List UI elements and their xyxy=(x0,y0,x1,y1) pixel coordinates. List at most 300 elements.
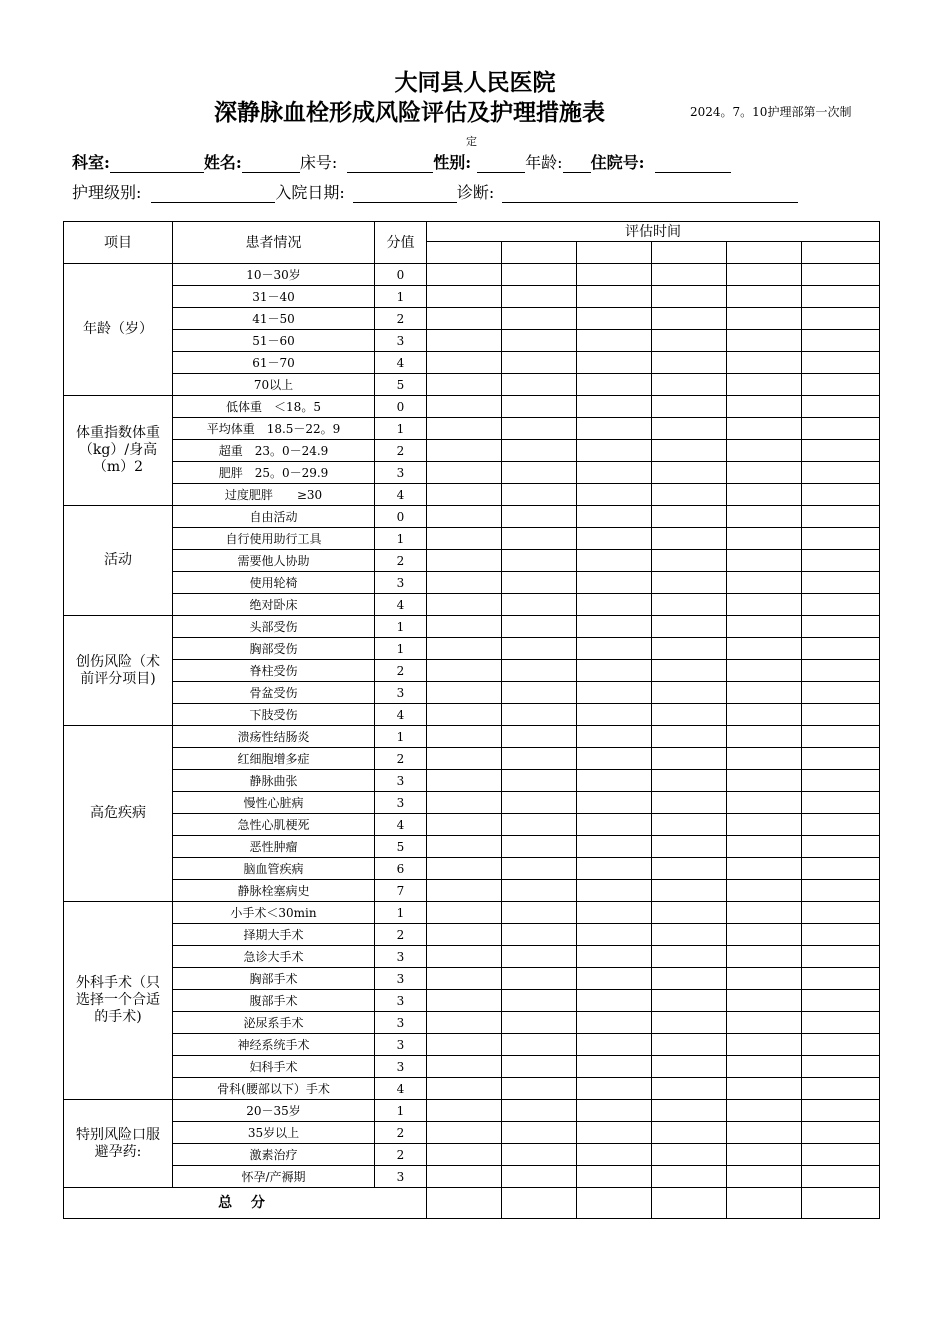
eval-cell[interactable] xyxy=(577,484,652,506)
eval-cell[interactable] xyxy=(577,902,652,924)
eval-cell[interactable] xyxy=(802,748,880,770)
total-score-cell[interactable] xyxy=(727,1188,802,1219)
eval-time-cell[interactable] xyxy=(577,242,652,264)
eval-cell[interactable] xyxy=(427,572,502,594)
eval-cell[interactable] xyxy=(802,506,880,528)
eval-cell[interactable] xyxy=(577,572,652,594)
eval-cell[interactable] xyxy=(652,506,727,528)
eval-cell[interactable] xyxy=(727,814,802,836)
eval-cell[interactable] xyxy=(727,330,802,352)
eval-cell[interactable] xyxy=(502,528,577,550)
admit-date-label: 入院日期: xyxy=(275,183,345,202)
eval-cell[interactable] xyxy=(727,792,802,814)
eval-cell[interactable] xyxy=(652,880,727,902)
dept-field[interactable] xyxy=(110,155,204,173)
eval-cell[interactable] xyxy=(577,1166,652,1188)
eval-cell[interactable] xyxy=(802,418,880,440)
eval-cell[interactable] xyxy=(652,726,727,748)
eval-cell[interactable] xyxy=(802,990,880,1012)
eval-cell[interactable] xyxy=(802,968,880,990)
eval-cell[interactable] xyxy=(727,726,802,748)
eval-cell[interactable] xyxy=(727,902,802,924)
eval-cell[interactable] xyxy=(802,682,880,704)
eval-cell[interactable] xyxy=(652,946,727,968)
score-cell: 0 xyxy=(375,506,427,528)
condition-cell: 61－70 xyxy=(173,352,375,374)
eval-cell[interactable] xyxy=(802,462,880,484)
table-row xyxy=(64,374,880,396)
eval-cell[interactable] xyxy=(427,1078,502,1100)
eval-cell[interactable] xyxy=(577,352,652,374)
eval-cell[interactable] xyxy=(577,440,652,462)
eval-cell[interactable] xyxy=(502,1012,577,1034)
eval-cell[interactable] xyxy=(727,682,802,704)
eval-time-cell[interactable] xyxy=(727,242,802,264)
eval-cell[interactable] xyxy=(427,506,502,528)
total-score-cell[interactable] xyxy=(652,1188,727,1219)
eval-cell[interactable] xyxy=(427,1100,502,1122)
eval-cell[interactable] xyxy=(577,1078,652,1100)
eval-cell[interactable] xyxy=(652,1144,727,1166)
eval-cell[interactable] xyxy=(652,352,727,374)
eval-cell[interactable] xyxy=(802,1144,880,1166)
eval-cell[interactable] xyxy=(727,1034,802,1056)
header-condition: 患者情况 xyxy=(173,222,375,264)
eval-cell[interactable] xyxy=(502,1100,577,1122)
eval-cell[interactable] xyxy=(802,946,880,968)
eval-cell[interactable] xyxy=(427,616,502,638)
eval-cell[interactable] xyxy=(802,1078,880,1100)
eval-cell[interactable] xyxy=(427,484,502,506)
eval-cell[interactable] xyxy=(502,506,577,528)
eval-cell[interactable] xyxy=(802,792,880,814)
score-cell: 4 xyxy=(375,352,427,374)
eval-cell[interactable] xyxy=(652,770,727,792)
eval-cell[interactable] xyxy=(727,550,802,572)
eval-cell[interactable] xyxy=(502,638,577,660)
eval-cell[interactable] xyxy=(502,726,577,748)
eval-cell[interactable] xyxy=(727,506,802,528)
eval-cell[interactable] xyxy=(727,1056,802,1078)
eval-cell[interactable] xyxy=(577,616,652,638)
eval-cell[interactable] xyxy=(427,880,502,902)
eval-cell[interactable] xyxy=(652,1122,727,1144)
age-field[interactable] xyxy=(563,155,591,173)
eval-cell[interactable] xyxy=(727,308,802,330)
eval-cell[interactable] xyxy=(802,858,880,880)
eval-cell[interactable] xyxy=(802,616,880,638)
eval-cell[interactable] xyxy=(502,550,577,572)
condition-cell: 静脉栓塞病史 xyxy=(173,880,375,902)
eval-cell[interactable] xyxy=(502,1166,577,1188)
group-label: 活动 xyxy=(64,506,173,616)
sex-field[interactable] xyxy=(477,155,525,173)
eval-cell[interactable] xyxy=(802,1166,880,1188)
eval-cell[interactable] xyxy=(652,902,727,924)
score-cell: 3 xyxy=(375,462,427,484)
eval-cell[interactable] xyxy=(652,814,727,836)
eval-cell[interactable] xyxy=(502,990,577,1012)
eval-cell[interactable] xyxy=(427,528,502,550)
eval-cell[interactable] xyxy=(802,1034,880,1056)
eval-cell[interactable] xyxy=(427,550,502,572)
eval-cell[interactable] xyxy=(502,770,577,792)
eval-cell[interactable] xyxy=(652,836,727,858)
eval-cell[interactable] xyxy=(577,968,652,990)
name-field[interactable] xyxy=(242,155,300,173)
eval-cell[interactable] xyxy=(502,858,577,880)
care-level-field[interactable] xyxy=(151,185,275,203)
eval-cell[interactable] xyxy=(502,1034,577,1056)
patient-info-row-1 xyxy=(72,150,731,173)
eval-cell[interactable] xyxy=(652,792,727,814)
eval-cell[interactable] xyxy=(502,572,577,594)
eval-cell[interactable] xyxy=(427,440,502,462)
eval-cell[interactable] xyxy=(727,638,802,660)
table-row xyxy=(64,396,880,418)
eval-cell[interactable] xyxy=(652,550,727,572)
eval-cell[interactable] xyxy=(502,792,577,814)
eval-cell[interactable] xyxy=(802,264,880,286)
eval-cell[interactable] xyxy=(577,638,652,660)
eval-cell[interactable] xyxy=(727,1012,802,1034)
score-cell: 3 xyxy=(375,946,427,968)
eval-cell[interactable] xyxy=(427,682,502,704)
eval-cell[interactable] xyxy=(652,990,727,1012)
eval-cell[interactable] xyxy=(802,286,880,308)
eval-cell[interactable] xyxy=(727,946,802,968)
eval-cell[interactable] xyxy=(427,968,502,990)
eval-cell[interactable] xyxy=(502,616,577,638)
eval-cell[interactable] xyxy=(427,1034,502,1056)
eval-cell[interactable] xyxy=(802,836,880,858)
eval-cell[interactable] xyxy=(502,968,577,990)
eval-cell[interactable] xyxy=(652,858,727,880)
eval-cell[interactable] xyxy=(502,704,577,726)
eval-cell[interactable] xyxy=(502,286,577,308)
eval-cell[interactable] xyxy=(652,1034,727,1056)
eval-cell[interactable] xyxy=(427,638,502,660)
eval-cell[interactable] xyxy=(652,682,727,704)
eval-cell[interactable] xyxy=(652,528,727,550)
eval-cell[interactable] xyxy=(502,352,577,374)
eval-cell[interactable] xyxy=(727,770,802,792)
eval-cell[interactable] xyxy=(727,1100,802,1122)
eval-cell[interactable] xyxy=(502,462,577,484)
eval-cell[interactable] xyxy=(427,352,502,374)
eval-cell[interactable] xyxy=(577,814,652,836)
eval-cell[interactable] xyxy=(802,880,880,902)
eval-cell[interactable] xyxy=(502,440,577,462)
eval-cell[interactable] xyxy=(727,660,802,682)
eval-cell[interactable] xyxy=(577,792,652,814)
eval-cell[interactable] xyxy=(427,1144,502,1166)
eval-cell[interactable] xyxy=(652,704,727,726)
eval-cell[interactable] xyxy=(577,1144,652,1166)
eval-cell[interactable] xyxy=(727,990,802,1012)
eval-cell[interactable] xyxy=(652,638,727,660)
eval-cell[interactable] xyxy=(727,572,802,594)
eval-cell[interactable] xyxy=(652,396,727,418)
eval-cell[interactable] xyxy=(652,1100,727,1122)
eval-cell[interactable] xyxy=(577,1012,652,1034)
bed-field[interactable] xyxy=(347,155,433,173)
eval-cell[interactable] xyxy=(802,1012,880,1034)
score-cell: 1 xyxy=(375,286,427,308)
eval-cell[interactable] xyxy=(652,418,727,440)
eval-cell[interactable] xyxy=(502,594,577,616)
eval-cell[interactable] xyxy=(502,836,577,858)
eval-cell[interactable] xyxy=(802,660,880,682)
eval-cell[interactable] xyxy=(427,726,502,748)
eval-cell[interactable] xyxy=(727,418,802,440)
eval-cell[interactable] xyxy=(577,682,652,704)
eval-cell[interactable] xyxy=(502,924,577,946)
eval-cell[interactable] xyxy=(652,440,727,462)
eval-cell[interactable] xyxy=(652,1012,727,1034)
diagnosis-field[interactable] xyxy=(502,185,798,203)
eval-cell[interactable] xyxy=(427,374,502,396)
eval-cell[interactable] xyxy=(652,264,727,286)
eval-cell[interactable] xyxy=(577,1056,652,1078)
eval-cell[interactable] xyxy=(502,264,577,286)
total-score-cell[interactable] xyxy=(502,1188,577,1219)
eval-cell[interactable] xyxy=(652,484,727,506)
eval-cell[interactable] xyxy=(427,462,502,484)
eval-cell[interactable] xyxy=(727,1078,802,1100)
eval-cell[interactable] xyxy=(727,352,802,374)
eval-cell[interactable] xyxy=(802,308,880,330)
eval-cell[interactable] xyxy=(652,1078,727,1100)
eval-cell[interactable] xyxy=(727,440,802,462)
eval-cell[interactable] xyxy=(802,770,880,792)
eval-cell[interactable] xyxy=(727,1166,802,1188)
eval-cell[interactable] xyxy=(727,968,802,990)
eval-cell[interactable] xyxy=(577,924,652,946)
eval-cell[interactable] xyxy=(427,814,502,836)
eval-cell[interactable] xyxy=(577,550,652,572)
eval-cell[interactable] xyxy=(802,572,880,594)
eval-cell[interactable] xyxy=(427,308,502,330)
total-score-cell[interactable] xyxy=(427,1188,502,1219)
eval-cell[interactable] xyxy=(652,462,727,484)
eval-cell[interactable] xyxy=(577,264,652,286)
eval-cell[interactable] xyxy=(577,1034,652,1056)
eval-cell[interactable] xyxy=(802,330,880,352)
eval-cell[interactable] xyxy=(802,726,880,748)
group-label: 特别风险口服避孕药: xyxy=(64,1100,173,1188)
eval-cell[interactable] xyxy=(502,418,577,440)
eval-cell[interactable] xyxy=(427,286,502,308)
eval-cell[interactable] xyxy=(727,704,802,726)
eval-cell[interactable] xyxy=(577,660,652,682)
eval-cell[interactable] xyxy=(727,374,802,396)
eval-cell[interactable] xyxy=(502,660,577,682)
eval-cell[interactable] xyxy=(577,946,652,968)
eval-cell[interactable] xyxy=(577,770,652,792)
eval-cell[interactable] xyxy=(802,396,880,418)
eval-cell[interactable] xyxy=(502,1122,577,1144)
eval-cell[interactable] xyxy=(802,550,880,572)
condition-cell: 腹部手术 xyxy=(173,990,375,1012)
eval-cell[interactable] xyxy=(652,1166,727,1188)
eval-cell[interactable] xyxy=(577,726,652,748)
score-cell: 5 xyxy=(375,374,427,396)
eval-cell[interactable] xyxy=(652,616,727,638)
eval-cell[interactable] xyxy=(577,748,652,770)
eval-cell[interactable] xyxy=(802,704,880,726)
eval-cell[interactable] xyxy=(802,1100,880,1122)
eval-cell[interactable] xyxy=(652,1056,727,1078)
eval-cell[interactable] xyxy=(577,836,652,858)
eval-cell[interactable] xyxy=(727,748,802,770)
eval-cell[interactable] xyxy=(502,880,577,902)
eval-cell[interactable] xyxy=(652,748,727,770)
eval-cell[interactable] xyxy=(427,1122,502,1144)
eval-cell[interactable] xyxy=(502,308,577,330)
eval-cell[interactable] xyxy=(577,1122,652,1144)
eval-cell[interactable] xyxy=(802,440,880,462)
eval-cell[interactable] xyxy=(727,858,802,880)
eval-cell[interactable] xyxy=(502,946,577,968)
eval-cell[interactable] xyxy=(577,308,652,330)
eval-cell[interactable] xyxy=(802,594,880,616)
eval-time-cell[interactable] xyxy=(652,242,727,264)
eval-cell[interactable] xyxy=(427,858,502,880)
eval-cell[interactable] xyxy=(802,374,880,396)
assessment-table xyxy=(63,221,880,1219)
eval-cell[interactable] xyxy=(727,264,802,286)
eval-cell[interactable] xyxy=(502,814,577,836)
eval-cell[interactable] xyxy=(802,924,880,946)
eval-cell[interactable] xyxy=(427,704,502,726)
eval-cell[interactable] xyxy=(577,594,652,616)
eval-cell[interactable] xyxy=(577,704,652,726)
eval-cell[interactable] xyxy=(802,484,880,506)
group-label: 外科手术（只选择一个合适的手术) xyxy=(64,902,173,1100)
eval-cell[interactable] xyxy=(502,330,577,352)
eval-cell[interactable] xyxy=(577,374,652,396)
eval-cell[interactable] xyxy=(502,1078,577,1100)
score-cell: 4 xyxy=(375,594,427,616)
admission-no-field[interactable] xyxy=(655,155,731,173)
eval-cell[interactable] xyxy=(652,594,727,616)
eval-cell[interactable] xyxy=(652,924,727,946)
eval-cell[interactable] xyxy=(652,308,727,330)
eval-cell[interactable] xyxy=(652,572,727,594)
group-label: 创伤风险（术前评分项目) xyxy=(64,616,173,726)
total-score-cell[interactable] xyxy=(802,1188,880,1219)
eval-cell[interactable] xyxy=(427,924,502,946)
table-row xyxy=(64,528,880,550)
table-row xyxy=(64,946,880,968)
eval-cell[interactable] xyxy=(427,1012,502,1034)
eval-cell[interactable] xyxy=(502,682,577,704)
eval-cell[interactable] xyxy=(727,1122,802,1144)
eval-cell[interactable] xyxy=(727,594,802,616)
eval-cell[interactable] xyxy=(577,880,652,902)
eval-cell[interactable] xyxy=(802,352,880,374)
eval-cell[interactable] xyxy=(427,792,502,814)
eval-cell[interactable] xyxy=(577,396,652,418)
eval-cell[interactable] xyxy=(727,462,802,484)
eval-cell[interactable] xyxy=(802,814,880,836)
eval-cell[interactable] xyxy=(427,594,502,616)
eval-cell[interactable] xyxy=(577,990,652,1012)
eval-cell[interactable] xyxy=(577,1100,652,1122)
table-row xyxy=(64,1166,880,1188)
eval-cell[interactable] xyxy=(427,264,502,286)
eval-cell[interactable] xyxy=(577,286,652,308)
eval-cell[interactable] xyxy=(502,902,577,924)
eval-cell[interactable] xyxy=(502,1144,577,1166)
eval-cell[interactable] xyxy=(727,1144,802,1166)
eval-time-cell[interactable] xyxy=(802,242,880,264)
eval-cell[interactable] xyxy=(727,616,802,638)
eval-cell[interactable] xyxy=(427,418,502,440)
eval-cell[interactable] xyxy=(427,990,502,1012)
eval-cell[interactable] xyxy=(427,946,502,968)
eval-cell[interactable] xyxy=(577,506,652,528)
eval-cell[interactable] xyxy=(427,396,502,418)
eval-cell[interactable] xyxy=(802,902,880,924)
eval-cell[interactable] xyxy=(727,880,802,902)
eval-cell[interactable] xyxy=(427,330,502,352)
total-score-cell[interactable] xyxy=(577,1188,652,1219)
eval-cell[interactable] xyxy=(577,528,652,550)
eval-cell[interactable] xyxy=(577,462,652,484)
eval-cell[interactable] xyxy=(577,418,652,440)
hospital-name: 大同县人民医院 xyxy=(394,69,556,96)
eval-cell[interactable] xyxy=(502,1056,577,1078)
eval-cell[interactable] xyxy=(652,286,727,308)
eval-cell[interactable] xyxy=(727,286,802,308)
eval-cell[interactable] xyxy=(652,660,727,682)
eval-cell[interactable] xyxy=(427,1166,502,1188)
eval-cell[interactable] xyxy=(652,330,727,352)
eval-time-cell[interactable] xyxy=(427,242,502,264)
eval-cell[interactable] xyxy=(652,968,727,990)
eval-cell[interactable] xyxy=(427,1056,502,1078)
eval-cell[interactable] xyxy=(502,396,577,418)
admit-date-field[interactable] xyxy=(353,185,457,203)
eval-cell[interactable] xyxy=(427,770,502,792)
eval-cell[interactable] xyxy=(727,484,802,506)
eval-cell[interactable] xyxy=(427,748,502,770)
eval-cell[interactable] xyxy=(802,1122,880,1144)
eval-cell[interactable] xyxy=(652,374,727,396)
eval-cell[interactable] xyxy=(502,374,577,396)
eval-cell[interactable] xyxy=(802,528,880,550)
eval-cell[interactable] xyxy=(577,858,652,880)
condition-cell: 骨科(腰部以下）手术 xyxy=(173,1078,375,1100)
eval-cell[interactable] xyxy=(727,836,802,858)
eval-time-cell[interactable] xyxy=(502,242,577,264)
eval-cell[interactable] xyxy=(502,484,577,506)
eval-cell[interactable] xyxy=(577,330,652,352)
eval-cell[interactable] xyxy=(727,528,802,550)
eval-cell[interactable] xyxy=(502,748,577,770)
table-row xyxy=(64,968,880,990)
eval-cell[interactable] xyxy=(427,836,502,858)
eval-cell[interactable] xyxy=(802,638,880,660)
eval-cell[interactable] xyxy=(727,396,802,418)
eval-cell[interactable] xyxy=(427,660,502,682)
eval-cell[interactable] xyxy=(802,1056,880,1078)
table-row xyxy=(64,660,880,682)
eval-cell[interactable] xyxy=(727,924,802,946)
eval-cell[interactable] xyxy=(427,902,502,924)
